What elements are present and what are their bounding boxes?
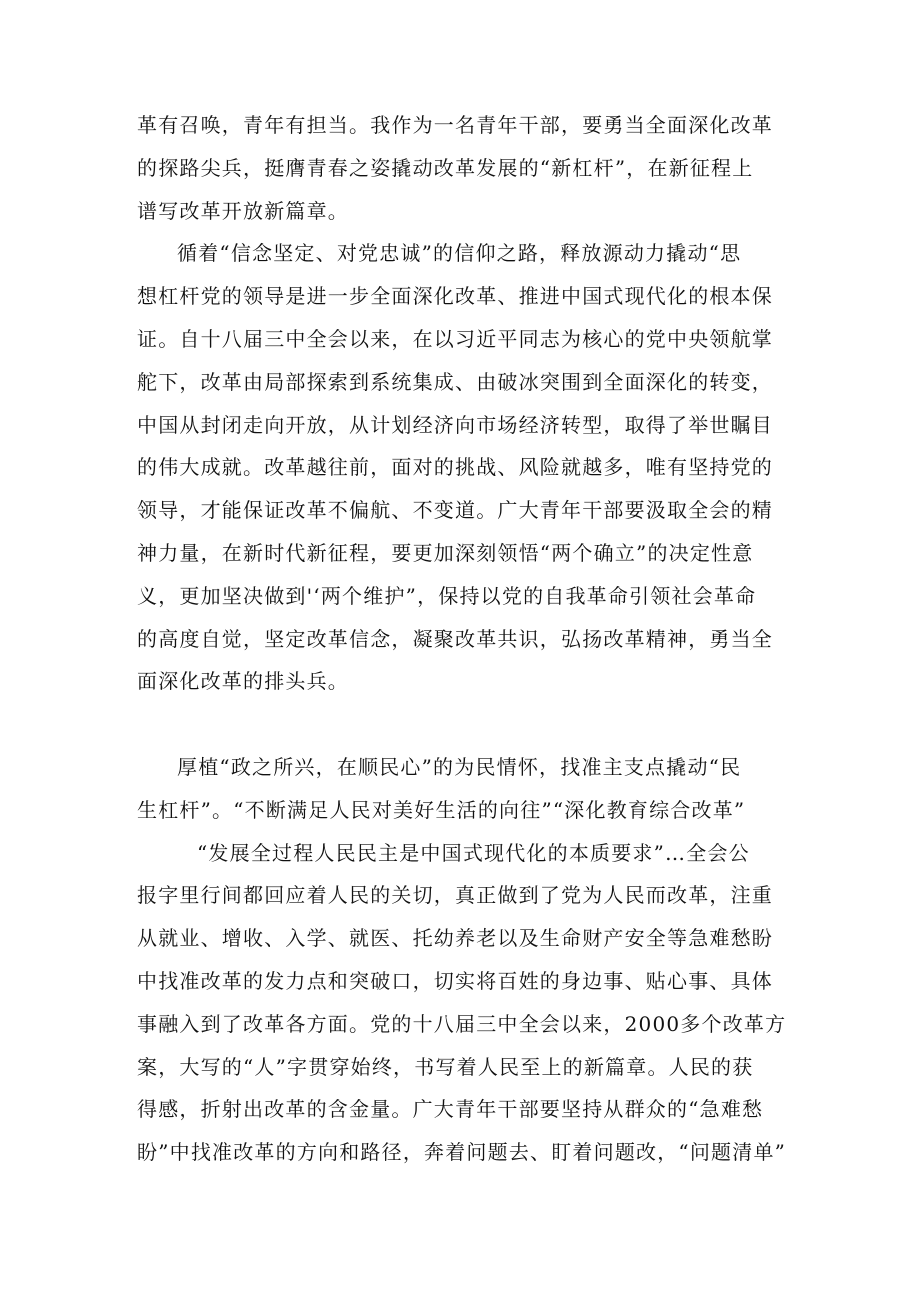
text-line: 谱写改革开放新篇章。 [137, 198, 349, 223]
text-line: 的伟大成就。改革越往前，面对的挑战、风险就越多，唯有坚持党的 [137, 455, 773, 480]
text-line: 的探路尖兵，挺膺青春之姿撬动改革发展的“新杠杆”，在新征程上 [137, 155, 754, 180]
text-line: 厚植“政之所兴，在顺民心”的为民情怀，找准主支点撬动“民 [177, 754, 742, 779]
text-line: 的高度自觉，坚定改革信念，凝聚改革共识，弘扬改革精神，勇当全 [137, 626, 773, 651]
text-line: 案，大写的“人”字贯穿始终，书写着人民至上的新篇章。人民的获 [137, 1054, 754, 1079]
text-line [137, 703, 785, 746]
paragraph-1 [137, 104, 785, 232]
text-line: 事融入到了改革各方面。党的十八届三中全会以来，2000多个改革方 [137, 1011, 787, 1036]
text-line: “发展全过程人民民主是中国式现代化的本质要求”…全会公 [197, 840, 750, 865]
text-line: 盼”中找准改革的方向和路径，奔着问题去、盯着问题改，“问题清单” [137, 1140, 787, 1165]
text-line: 领导，才能保证改革不偏航、不变道。广大青年干部要汲取全会的精 [137, 498, 773, 523]
paragraph-2 [137, 232, 785, 746]
text-line: 循着“信念坚定、对党忠诚”的信仰之路，释放源动力撬动“思 [177, 241, 742, 266]
text-line: 得感，折射出改革的含金量。广大青年干部要坚持从群众的“急难愁 [137, 1097, 764, 1122]
text-line: 想杠杆党的领导是进一步全面深化改革、推进中国式现代化的根本保 [137, 284, 773, 309]
text-line: 义，更加坚决做到'‘两个维护”，保持以党的自我革命引领社会革命 [137, 583, 757, 608]
text-line: 中国从封闭走向开放，从计划经济向市场经济转型，取得了举世瞩目 [137, 412, 773, 437]
text-line: 报字里行间都回应着人民的关切，真正做到了党为人民而改革，注重 [137, 883, 773, 908]
text-line: 中找准改革的发力点和突破口，切实将百姓的身边事、贴心事、具体 [137, 968, 773, 993]
text-line: 革有召唤，青年有担当。我作为一名青年干部，要勇当全面深化改革 [137, 113, 773, 137]
text-line: 证。自十八届三中全会以来，在以习近平同志为核心的党中央领航掌 [137, 326, 773, 351]
paragraph-3 [137, 746, 785, 1174]
text-line: 生杠杆”。“不断满足人民对美好生活的向往”“深化教育综合改革” [137, 797, 746, 822]
document-body [137, 104, 785, 1174]
text-line: 从就业、增收、入学、就医、托幼养老以及生命财产安全等急难愁盼 [137, 926, 773, 951]
text-line: 面深化改革的排头兵。 [137, 669, 349, 694]
text-line: 神力量，在新时代新征程，要更加深刻领悟“两个确立”的决定性意 [137, 540, 754, 565]
text-line: 舵下，改革由局部探索到系统集成、由破冰突围到全面深化的转变， [137, 369, 773, 394]
